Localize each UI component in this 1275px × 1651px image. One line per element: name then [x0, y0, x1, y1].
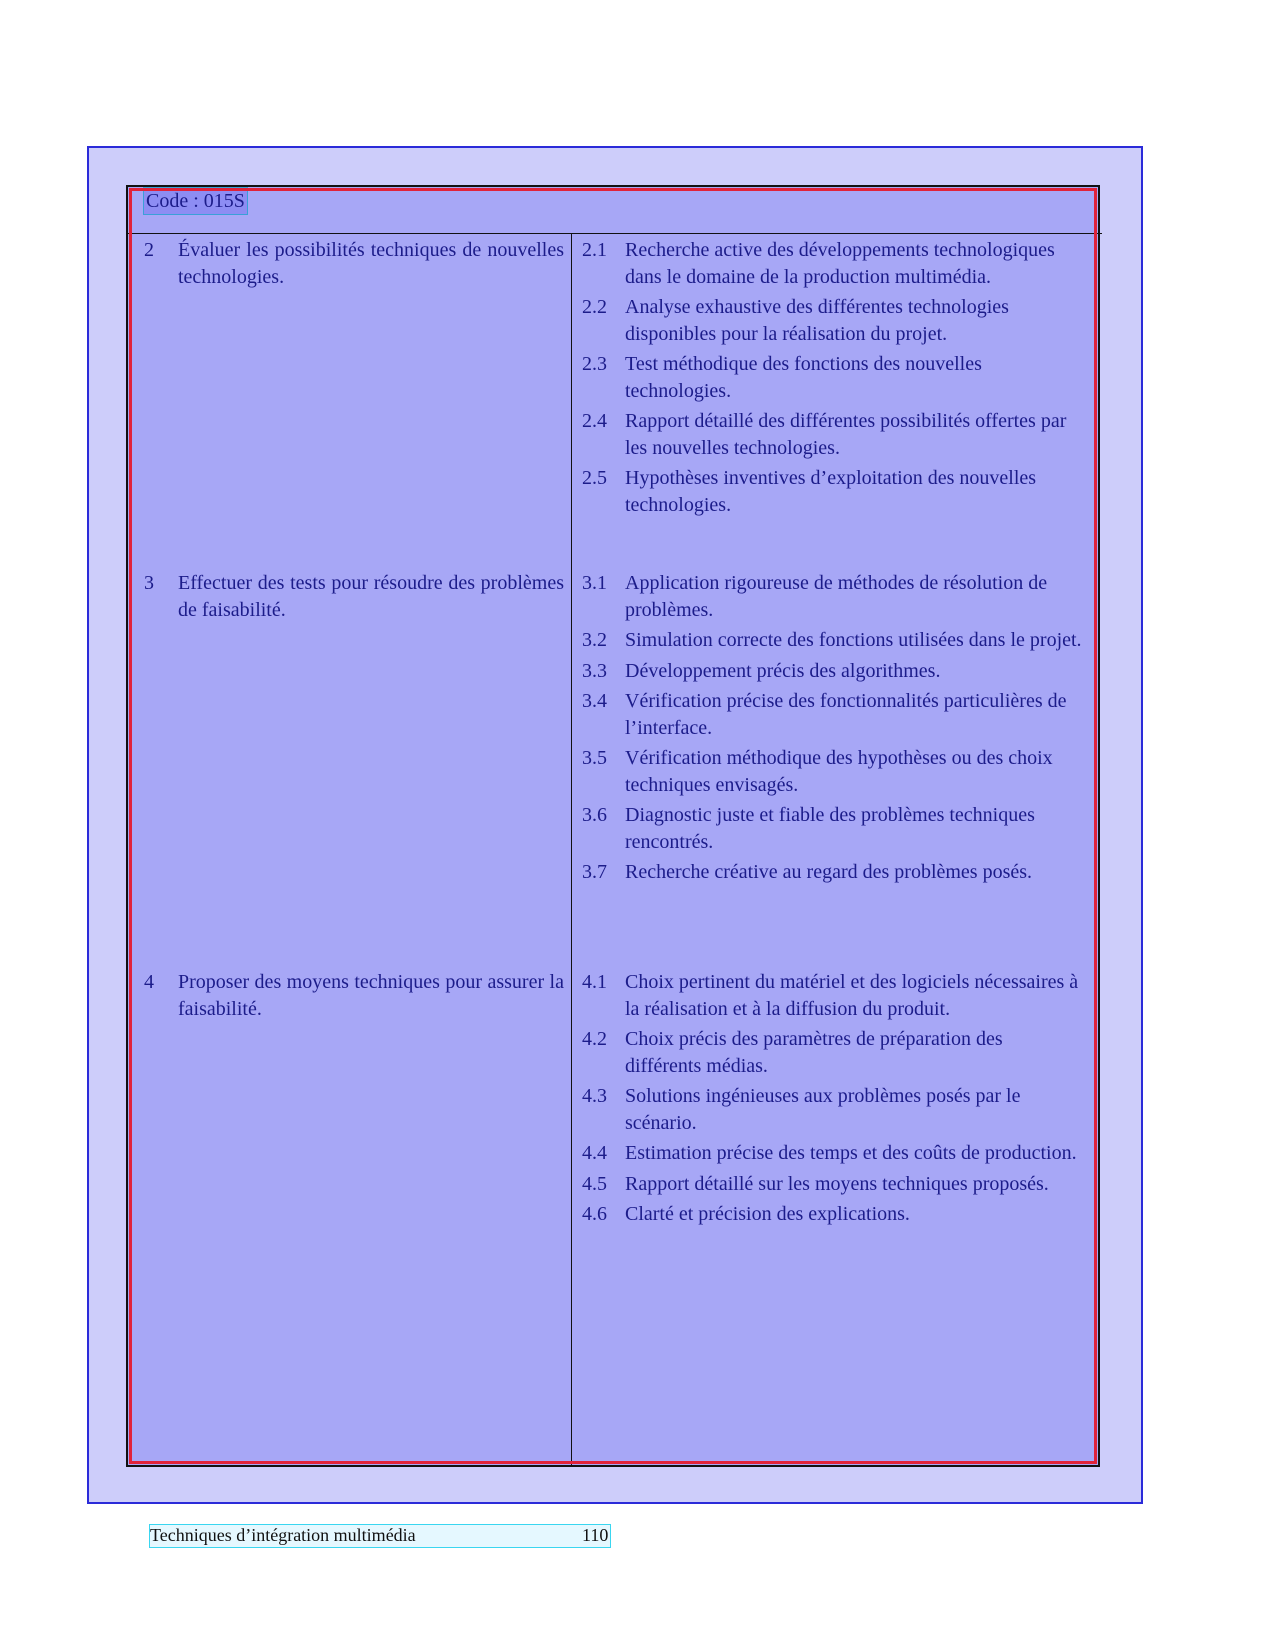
- criterion-text: Rapport détaillé des différentes possibilités offertes par les nouvelles technologies.: [625, 410, 1067, 459]
- competency-element: [144, 237, 564, 290]
- criterion-number: 3.2: [582, 629, 607, 651]
- competency-text: Effectuer des tests pour résoudre des problèmes de faisabilité.: [178, 572, 564, 621]
- page-number: 110: [582, 1525, 609, 1545]
- competency-text: Proposer des moyens techniques pour assurer la faisabilité.: [178, 971, 564, 1020]
- code-row: [126, 185, 1102, 234]
- criterion-item: [582, 1201, 1082, 1228]
- criterion-item: [582, 688, 1082, 741]
- criterion-item: [582, 969, 1082, 1022]
- criterion-number: 3.3: [582, 659, 607, 682]
- criterion-number: 3.5: [582, 747, 607, 769]
- criteria-list: [582, 969, 1082, 1228]
- criterion-item: [582, 465, 1082, 518]
- criterion-number: 4.2: [582, 1028, 607, 1050]
- competency-number: 4: [144, 971, 154, 993]
- criterion-text: Clarté et précision des explications.: [625, 1203, 910, 1225]
- criterion-number: 4.1: [582, 971, 607, 993]
- criterion-text: Analyse exhaustive des différentes technologies disponibles pour la réalisation du projet.: [625, 296, 1009, 345]
- criterion-text: Simulation correcte des fonctions utilisées dans le projet.: [625, 629, 1082, 651]
- criterion-text: Vérification précise des fonctionnalités particulières de l’interface.: [625, 690, 1067, 739]
- criterion-number: 3.7: [582, 861, 607, 883]
- criterion-number: 3.4: [582, 690, 607, 712]
- criterion-item: [582, 408, 1082, 461]
- criterion-text: Recherche créative au regard des problèmes posés.: [625, 861, 1033, 883]
- criterion-number: 4.3: [582, 1085, 607, 1107]
- criteria-list: [582, 237, 1082, 518]
- criterion-number: 4.4: [582, 1142, 607, 1164]
- criterion-item: [582, 1140, 1082, 1167]
- competency-number: 2: [144, 239, 154, 261]
- criterion-item: [582, 802, 1082, 855]
- criterion-text: Choix précis des paramètres de préparation des différents médias.: [625, 1028, 1003, 1077]
- page-footer: [150, 1525, 610, 1547]
- criterion-number: 2.5: [582, 467, 607, 489]
- criterion-item: [582, 859, 1082, 886]
- criterion-item: [582, 1026, 1082, 1079]
- criterion-text: Diagnostic juste et fiable des problèmes techniques rencontrés.: [625, 804, 1035, 853]
- competency-element: [144, 570, 564, 623]
- criterion-number: 2.3: [582, 353, 607, 375]
- criterion-item: [582, 745, 1082, 798]
- criterion-item: [582, 570, 1082, 623]
- criterion-item: [582, 294, 1082, 347]
- criterion-item: [582, 1083, 1082, 1136]
- criterion-text: Vérification méthodique des hypothèses ou des choix techniques envisagés.: [625, 747, 1053, 796]
- program-code: Code : 015S: [146, 190, 245, 212]
- competency-element: [144, 969, 564, 1022]
- criterion-item: [582, 658, 1082, 685]
- criterion-number: 2.2: [582, 296, 607, 318]
- criterion-text: Solutions ingénieuses aux problèmes posés par le scénario.: [625, 1085, 1021, 1134]
- criterion-number: 4.5: [582, 1172, 607, 1195]
- competency-text: Évaluer les possibilités techniques de nouvelles technologies.: [178, 239, 564, 288]
- criterion-number: 2.1: [582, 239, 607, 261]
- column-divider: [571, 234, 572, 1467]
- criterion-item: [582, 627, 1082, 654]
- criterion-item: [582, 237, 1082, 290]
- criterion-text: Rapport détaillé sur les moyens techniques proposés.: [625, 1172, 1049, 1195]
- criterion-number: 2.4: [582, 410, 607, 432]
- footer-title: Techniques d’intégration multimédia: [150, 1525, 416, 1545]
- criterion-item: [582, 1171, 1082, 1198]
- criterion-text: Test méthodique des fonctions des nouvelles technologies.: [625, 353, 982, 402]
- criterion-text: Recherche active des développements technologiques dans le domaine de la production multimédia.: [625, 239, 1055, 288]
- criterion-text: Développement précis des algorithmes.: [625, 659, 941, 682]
- criterion-text: Estimation précise des temps et des coûts de production.: [625, 1142, 1077, 1164]
- criterion-number: 4.6: [582, 1203, 607, 1225]
- criterion-text: Application rigoureuse de méthodes de résolution de problèmes.: [625, 572, 1048, 621]
- criteria-list: [582, 570, 1082, 886]
- criterion-number: 3.1: [582, 572, 607, 594]
- criterion-text: Hypothèses inventives d’exploitation des nouvelles technologies.: [625, 467, 1037, 516]
- criterion-number: 3.6: [582, 804, 607, 826]
- criterion-item: [582, 351, 1082, 404]
- criterion-text: Choix pertinent du matériel et des logiciels nécessaires à la réalisation et à la diffusion du produit.: [625, 971, 1079, 1020]
- competency-number: 3: [144, 572, 154, 594]
